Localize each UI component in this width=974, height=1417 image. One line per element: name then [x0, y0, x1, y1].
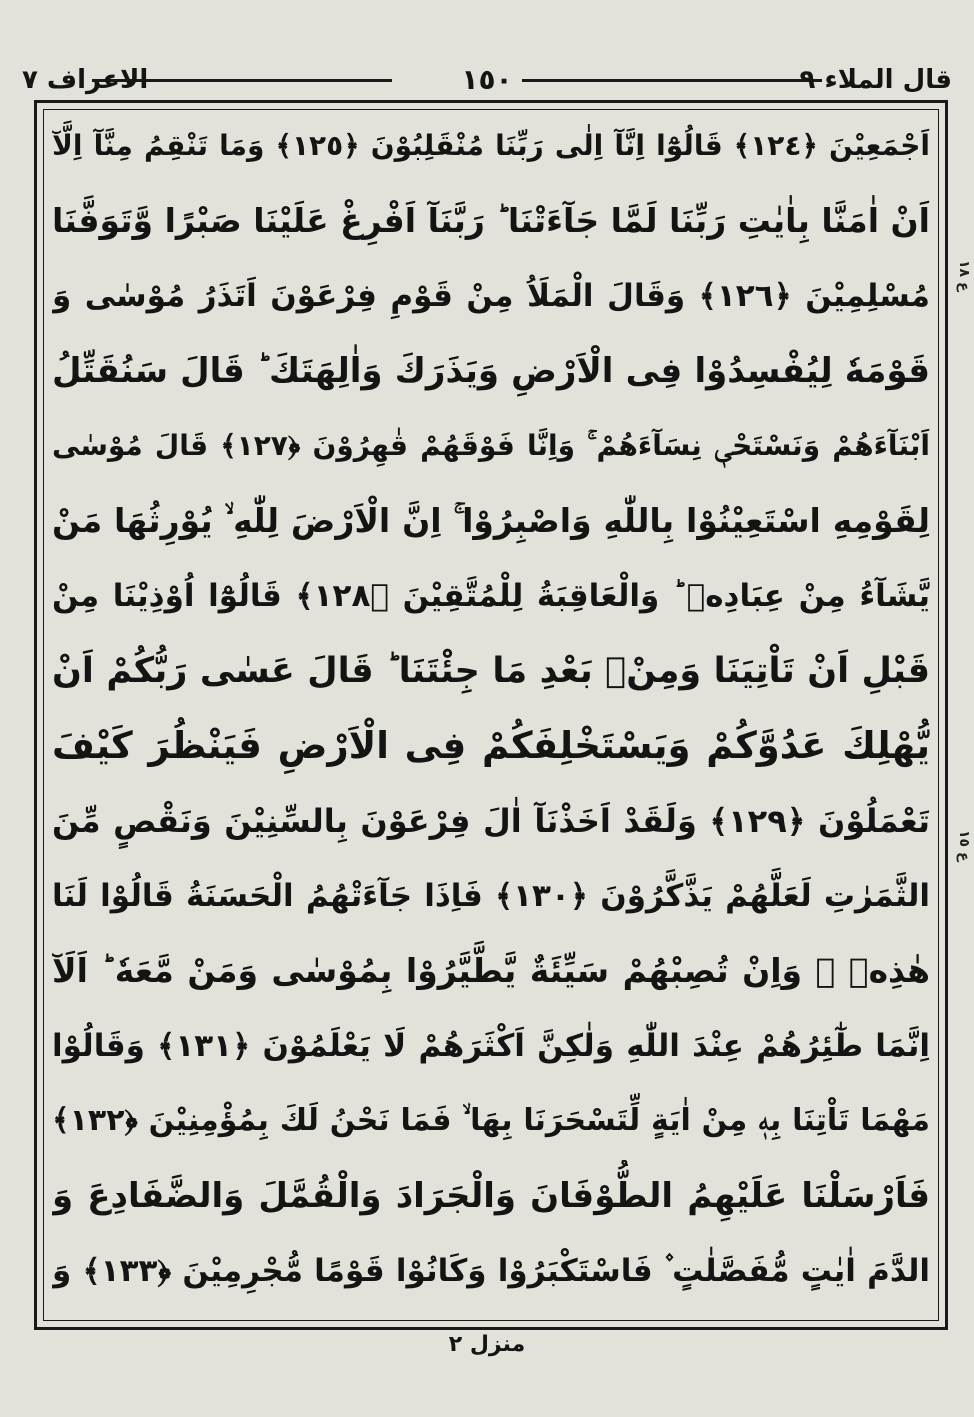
text-line-13: اِنَّمَا طٰٓئِرُهُمْ عِنْدَ اللّٰهِ وَلٰكِنَّ اَكْثَرَهُمْ لَا يَعْلَمُوْنَ ﴿١٣١﴾ وَقَالُوْا	[52, 1028, 930, 1064]
text-line-9: يُّهْلِكَ عَدُوَّكُمْ وَيَسْتَخْلِفَكُمْ فِى الْاَرْضِ فَيَنْظُرَ كَيْفَ	[52, 724, 930, 767]
text-line-16: الدَّمَ اٰيٰتٍ مُّفَصَّلٰتٍ ۫ فَاسْتَكْبَرُوْا وَكَانُوْا قَوْمًا مُّجْرِمِيْنَ ﴿١٣٣﴾ وَ	[52, 1253, 930, 1289]
text-line-1: اَجْمَعِيْنَ ﴿١٢٤﴾ قَالُوْٓا اِنَّآ اِلٰى رَبِّنَا مُنْقَلِبُوْنَ ﴿١٢٥﴾ وَمَا تَنْقِمُ مِنَّآ اِلَّآ	[52, 129, 930, 162]
text-line-2: اَنْ اٰمَنَّا بِاٰيٰتِ رَبِّنَا لَمَّا جَآءَتْنَا ؕ رَبَّنَآ اَفْرِغْ عَلَيْنَا صَبْرًا وَّتَوَفَّنَا	[52, 201, 930, 240]
juz-name: قال الملاء ٩	[799, 65, 952, 95]
text-line-15: فَاَرْسَلْنَا عَلَيْهِمُ الطُّوْفَانَ وَالْجَرَادَ وَالْقُمَّلَ وَالضَّفَادِعَ وَ	[52, 1176, 930, 1216]
text-line-3: مُسْلِمِيْنَ ﴿١٢٦﴾ وَقَالَ الْمَلَاُ مِنْ قَوْمِ فِرْعَوْنَ اَتَذَرُ مُوْسٰى وَ	[52, 278, 930, 314]
text-line-14: مَهْمَا تَاْتِنَا بِهٖ مِنْ اٰيَةٍ لِّتَسْحَرَنَا بِهَا ۙ فَمَا نَحْنُ لَكَ بِمُؤْمِنِيْنَ ﴿١٣٢﴾	[52, 1103, 930, 1138]
text-line-10: تَعْمَلُوْنَ ﴿١٢٩﴾ وَلَقَدْ اَخَذْنَآ اٰلَ فِرْعَوْنَ بِالسِّنِيْنَ وَنَقْصٍ مِّنَ	[52, 802, 930, 840]
ruku-marker-lower: ع ١٥	[956, 830, 972, 862]
manzil-footer: منزل ٢	[448, 1332, 526, 1357]
text-line-5: اَبْنَآءَهُمْ وَنَسْتَحْىٖ نِسَآءَهُمْ ۚ وَاِنَّا فَوْقَهُمْ قٰهِرُوْنَ ﴿١٢٧﴾ قَالَ مُوْسٰى	[52, 429, 930, 462]
surah-name: الاعراف ٧	[22, 65, 149, 95]
text-line-8: قَبْلِ اَنْ تَاْتِيَنَا وَمِنْۢ بَعْدِ مَا جِئْتَنَا ؕ قَالَ عَسٰى رَبُّكُمْ اَنْ	[52, 651, 930, 691]
text-line-11: الثَّمَرٰتِ لَعَلَّهُمْ يَذَّكَّرُوْنَ ﴿١٣٠﴾ فَاِذَا جَآءَتْهُمُ الْحَسَنَةُ قَالُوْا لَنَا	[52, 878, 930, 914]
text-line-6: لِقَوْمِهِ اسْتَعِيْنُوْا بِاللّٰهِ وَاصْبِرُوْا ۚ اِنَّ الْاَرْضَ لِلّٰهِ ۙ يُوْرِثُهَا مَنْ	[52, 501, 930, 540]
text-line-7: يَّشَآءُ مِنْ عِبَادِهٖ ؕ وَالْعَاقِبَةُ لِلْمُتَّقِيْنَ ﴿١٢٨﴾ قَالُوْٓا اُوْذِيْنَا مِنْ	[52, 578, 930, 614]
ruku-marker-upper: ع ١٨	[956, 260, 972, 292]
text-frame-inner	[43, 109, 939, 1321]
text-line-12: هٰذِهٖ ۚ وَاِنْ تُصِبْهُمْ سَيِّئَةٌ يَّطَّيَّرُوْا بِمُوْسٰى وَمَنْ مَّعَهٗ ؕ اَلَآ	[52, 951, 930, 990]
page-number: ١٥٠	[461, 63, 513, 96]
page-header	[22, 60, 952, 100]
text-frame	[34, 100, 948, 1330]
text-line-4: قَوْمَهٗ لِيُفْسِدُوْا فِى الْاَرْضِ وَيَذَرَكَ وَاٰلِهَتَكَ ؕ قَالَ سَنُقَتِّلُ	[52, 351, 930, 391]
